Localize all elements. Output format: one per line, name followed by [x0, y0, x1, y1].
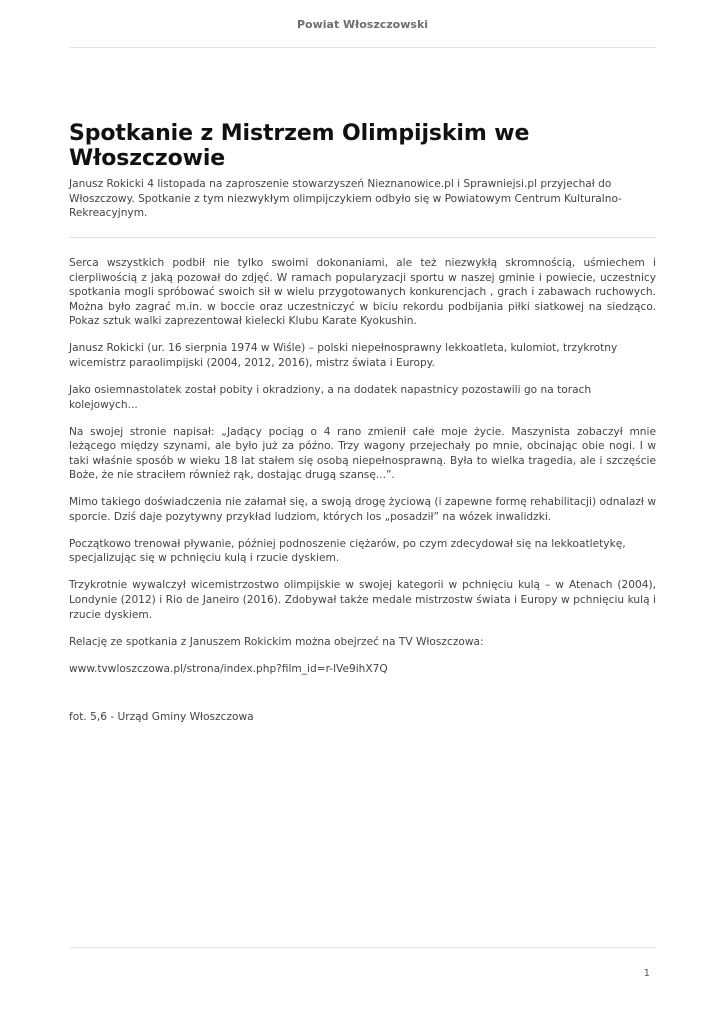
page-number: 1	[643, 968, 650, 979]
article-paragraph: Relację ze spotkania z Januszem Rokickim można obejrzeć na TV Włoszczowa:	[69, 635, 484, 648]
article-paragraph: Jako osiemnastolatek został pobity i okradziony, a na dodatek napastnicy pozostawili go na torach kolejowych...	[69, 383, 592, 411]
article-paragraph: Serca wszystkich podbił nie tylko swoimi dokonaniami, ale też niezwykłą skromnością, uśmiechem i cierpliwością z jaką pozował do zdjęć. W ramach popularyzacji sportu w naszej gminie i powiecie, uczestnicy spotkania mogli spróbować swoich sił w wielu przygotowanych konkurencjach , grach i zabawach ruchowych. Można było zagrać m.in. w boccie oraz uczestniczyć w biciu rekordu podbijania piłki siatkowej na siedząco. Pokaz sztuk walki zaprezentował kielecki Klubu Karate Kyokushin.	[69, 257, 656, 328]
lead-divider	[69, 237, 656, 238]
article-lead: Janusz Rokicki 4 listopada na zaproszenie stowarzyszeń Nieznanowice.pl i Sprawniejsi.pl przyjechał do Włoszczowy. Spotkanie z tym niezwykłym olimpijczykiem odbyło się w Powiatowym Centrum Kulturalno-Rekreacyjnym.	[69, 178, 622, 219]
article-paragraph: Początkowo trenował pływanie, później podnoszenie ciężarów, po czym zdecydował się na lekkoatletykę, specjalizując się w pchnięciu kulą i rzucie dyskiem.	[69, 537, 626, 565]
footer-divider	[69, 947, 656, 948]
page-title: Spotkanie z Mistrzem Olimpijskim we Włoszczowie	[69, 121, 530, 171]
article-body	[69, 256, 656, 737]
photo-credit: fot. 5,6 - Urząd Gminy Włoszczowa	[69, 711, 254, 724]
article-paragraph: Mimo takiego doświadczenia nie załamał się, a swoją drogę życiową (i zapewne formę rehabilitacji) odnalazł w sporcie. Dziś daje pozytywny przykład ludziom, których los „posadził” na wózek inwalidzki.	[69, 496, 656, 523]
video-link[interactable]: www.tvwloszczowa.pl/strona/index.php?film_id=r-lVe9ihX7Q	[69, 662, 388, 675]
article-paragraph: Trzykrotnie wywalczył wicemistrzostwo olimpijskie w swojej kategorii w pchnięciu kulą – w Atenach (2004), Londynie (2012) i Rio de Janeiro (2016). Zdobywał także medale mistrzostw świata i Europy w pchnięciu kulą i rzucie dyskiem.	[69, 579, 656, 621]
article-paragraph: Na swojej stronie napisał: „Jadący pociąg o 4 rano zmienił całe moje życie. Maszynista zobaczył mnie leżącego między szynami, ale było już za późno. Trzy wagony przejechały po mnie, obcinając obie nogi. I w taki właśnie sposób w wieku 18 lat stałem się osobą niepełnosprawną. Była to wielka tragedia, ale i szczęście Boże, że nie straciłem również rąk, dostając drugą szansę...”.	[69, 425, 656, 482]
header-divider	[69, 47, 656, 48]
article-paragraph: Janusz Rokicki (ur. 16 sierpnia 1974 w Wiśle) – polski niepełnosprawny lekkoatleta, kulomiot, trzykrotny wicemistrz paraolimpijski (2004, 2012, 2016), mistrz świata i Europy.	[69, 342, 618, 369]
site-title: Powiat Włoszczowski	[296, 18, 429, 31]
